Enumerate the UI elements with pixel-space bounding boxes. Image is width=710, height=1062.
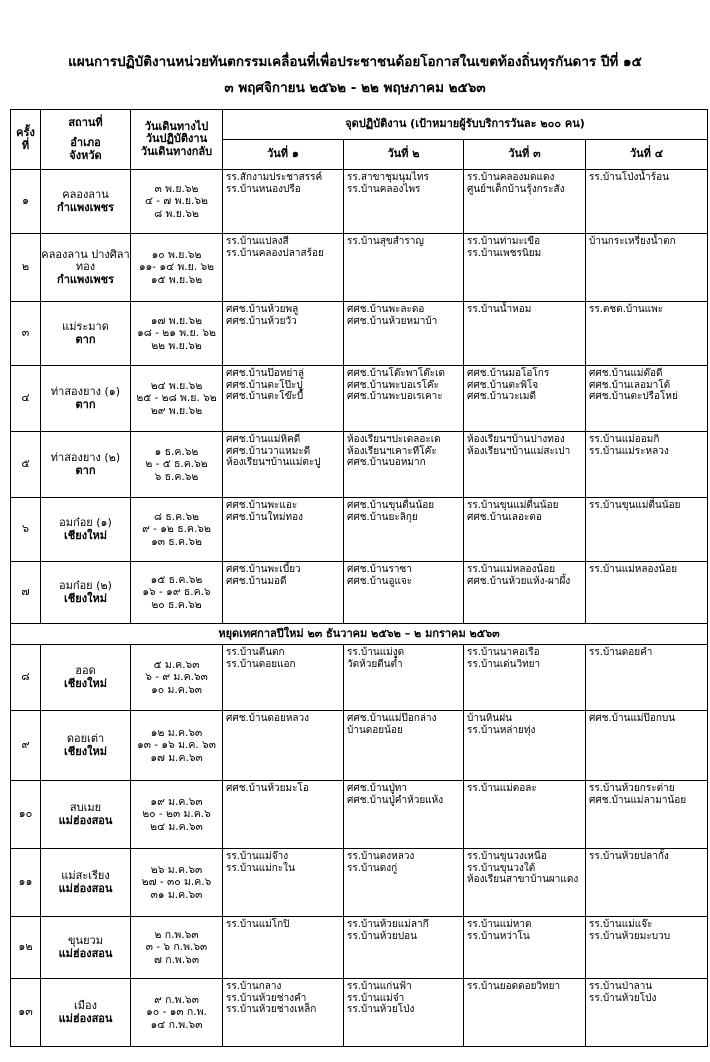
- date-line: ๕ ม.ค.๖๓: [153, 659, 200, 672]
- date-line: ๑๗ พ.ย.๖๒: [150, 315, 203, 328]
- province-name: เชียงใหม่: [64, 591, 107, 605]
- province-name: แม่ฮ่องสอน: [58, 881, 113, 895]
- site-name: ศศช.บ้านปู่คำห้วยแห้ง: [347, 794, 444, 806]
- date-line: ๘ พ.ย.๖๒: [154, 207, 199, 220]
- date-line: ๒๐ - ๒๓ ม.ค.๖: [142, 808, 211, 821]
- site-name: รร.บ้านห้วยช่างคำ: [226, 992, 307, 1004]
- site-name: ศศช.บ้านมอโอโกร: [467, 368, 550, 379]
- col-header-day2: วันที่ ๒: [344, 140, 464, 170]
- site-name: รร.บ้านแม่แจ๊ะ: [589, 919, 653, 930]
- site-name: ศศช.บ้านแม่ป๊อกบน: [589, 713, 676, 724]
- site-name: รร.บ้านดงกู่: [347, 862, 398, 874]
- date-line: ๓ พ.ย.๖๒: [154, 183, 199, 196]
- site-name: ศศช.บ้านวะเมดี: [467, 391, 536, 402]
- site-name: รร.บ้านยอดดอยวิทยา: [467, 981, 561, 992]
- cell-day2: [344, 645, 464, 711]
- site-name: รร.บ้านสุขสำราญ: [347, 236, 424, 247]
- row-dates: [131, 366, 223, 432]
- site-name: ศศช.บ้านห้วยวัว: [226, 315, 297, 327]
- site-name: รร.บ้านคลองมดแดง: [467, 172, 555, 183]
- site-name: รร.บ้านคลองปลาสร้อย: [226, 247, 324, 259]
- col-header-dates: วันเดินทางไป วันปฏิบัติงาน วันเดินทางกลับ: [131, 110, 223, 170]
- site-name: ห้องเรียนสาขาบ้านผาแดง: [467, 874, 579, 885]
- cell-day3: [464, 979, 586, 1047]
- site-name: ห้องเรียนฯปะเดลอะเด: [347, 434, 441, 445]
- row-dates: [131, 562, 223, 624]
- province-name: เชียงใหม่: [64, 676, 107, 690]
- site-name: บ้านหินฝน: [467, 713, 512, 724]
- row-place: [41, 170, 131, 234]
- date-line: ๒๒ พ.ย.๖๒: [151, 339, 202, 352]
- province-name: ตาก: [75, 332, 96, 346]
- row-place: [41, 711, 131, 781]
- cell-day3: [464, 498, 586, 562]
- site-name: รร.บ้านห้วยแม่ลากึ: [347, 919, 429, 930]
- site-name: รร.บ้านห้วยปลากั้ง: [589, 851, 669, 862]
- cell-day1: [223, 366, 344, 432]
- row-place: [41, 302, 131, 366]
- date-line: ๘ ธ.ค.๖๒: [153, 511, 200, 524]
- site-name: รร.บ้านดงหลวง: [347, 851, 415, 862]
- site-name: รร.บ้านแม่จ๊าง: [226, 851, 289, 862]
- site-name: ศศช.บ้านโต๊ะพาโต๊ะเด: [347, 368, 446, 379]
- site-name: รร.บ้านห้วยช่างเหล็ก: [226, 1004, 317, 1015]
- site-name: ศศช.บ้านตะโป๊ะปู: [226, 379, 303, 391]
- cell-day1: [223, 234, 344, 302]
- site-name: รร.บ้านโป่งน้ำร้อน: [589, 172, 669, 183]
- site-name: ศศช.บ้านตะปรือโหย่: [589, 391, 678, 402]
- site-name: ศศช.บ้านตะพิโจ: [467, 379, 539, 391]
- cell-day4: [586, 711, 708, 781]
- district-name: คลองลาน: [62, 187, 109, 201]
- col-header-place: สถานที่ อำเภอ จังหวัด: [41, 110, 131, 170]
- cell-day4: [586, 302, 708, 366]
- site-name: รร.บ้านแม่หาด: [467, 919, 532, 930]
- date-line: ๑๑- ๑๔ พ.ย. ๖๒: [138, 261, 215, 274]
- date-line: ๑๗ ม.ค.๖๓: [150, 751, 203, 764]
- site-name: ศศช.บ้านแม่ลามาน้อย: [589, 794, 687, 806]
- site-name: ศศช.บ้านยะลิกุย: [347, 511, 418, 523]
- province-name: แม่ฮ่องสอน: [58, 946, 113, 960]
- district-name: ท่าสองยาง (๒): [50, 450, 121, 464]
- cell-day4: [586, 849, 708, 917]
- district-name: แม่สะเรียง: [61, 868, 110, 882]
- district-name: อมก๋อย (๒): [59, 578, 112, 592]
- cell-day2: [344, 917, 464, 979]
- site-name: รร.บ้านป่าลาน: [589, 981, 653, 992]
- district-name: คลองลาน ปางศิลาทอง: [41, 247, 130, 274]
- site-name: วัดห้วยตีนต๋ำ: [347, 658, 403, 670]
- cell-day2: [344, 562, 464, 624]
- site-name: ศศช.บ้านขุนตื่นน้อย: [347, 500, 435, 511]
- site-name: ศศช.บ้านห้วยแห้ง-ผาผึ้ง: [467, 575, 571, 587]
- date-line: ๙ - ๑๒ ธ.ค.๖๒: [142, 523, 211, 536]
- row-dates: [131, 849, 223, 917]
- schedule-table: [10, 109, 708, 1047]
- site-name: รร.บ้านห้วยกระต่าย: [589, 783, 675, 794]
- cell-day3: [464, 711, 586, 781]
- site-name: ศศช.บ้านวาแหมะดี: [226, 445, 311, 457]
- cell-day4: [586, 781, 708, 849]
- site-name: รร.บ้านแม่กะใน: [226, 862, 295, 874]
- site-name: ศศช.บ้านราซา: [347, 564, 412, 575]
- cell-day1: [223, 498, 344, 562]
- table-row: [11, 432, 708, 498]
- date-line: ๒๗ - ๓๐ ม.ค.๖: [141, 876, 212, 889]
- row-number: ๒: [11, 234, 41, 302]
- cell-day1: [223, 917, 344, 979]
- cell-day1: [223, 711, 344, 781]
- cell-day2: [344, 849, 464, 917]
- date-line: ๒๖ ม.ค.๖๓: [150, 864, 203, 877]
- col-header-day4: วันที่ ๔: [586, 140, 708, 170]
- site-name: รร.บ้านขุนแม่ตื่นน้อย: [467, 500, 559, 511]
- cell-day3: [464, 432, 586, 498]
- date-line: ๓๑ ม.ค.๖๓: [150, 888, 203, 901]
- row-number: ๑๒: [11, 917, 41, 979]
- site-name: ศูนย์ฯเด็กบ้านรุ้งกระสัง: [467, 183, 565, 195]
- district-name: ขุนยวม: [68, 933, 103, 947]
- site-name: รร.บ้านห้วยโป่ง: [347, 1004, 415, 1015]
- cell-day4: [586, 170, 708, 234]
- site-name: ศศช.บ้านพะแอะ: [226, 500, 298, 511]
- date-line: ๒๔ ม.ค.๖๓: [150, 820, 203, 833]
- site-name: รร.บ้านแม่จ๋า: [347, 992, 405, 1004]
- date-line: ๑๕ ธ.ค.๖๒: [150, 574, 203, 587]
- cell-day2: [344, 234, 464, 302]
- province-name: กำแพงเพชร: [57, 272, 114, 286]
- site-name: รร.บ้านดอยแอก: [226, 658, 296, 670]
- row-place: [41, 917, 131, 979]
- date-line: ๑๓ - ๑๖ ม.ค. ๖๓: [137, 739, 216, 752]
- site-name: รร.บ้านหนองปรือ: [226, 183, 301, 195]
- cell-day4: [586, 432, 708, 498]
- site-name: รร.บ้านคลองไพร: [347, 183, 421, 195]
- site-name: รร.บ้านน้ำหอม: [467, 304, 532, 315]
- table-row: [11, 170, 708, 234]
- site-name: รร.สักงามประชาสรรค์: [226, 172, 323, 183]
- row-dates: [131, 498, 223, 562]
- col-header-points: จุดปฏิบัติงาน (เป้าหมายผู้รับบริการวันละ ๒๐๐ คน): [223, 110, 708, 140]
- document-title: แผนการปฏิบัติงานหน่วยทันตกรรมเคลื่อนที่เพื่อประชาชนด้อยโอกาสในเขตท้องถิ่นทุรกันดาร ปีที่ ๑๕: [68, 54, 642, 70]
- row-dates: [131, 917, 223, 979]
- site-name: รร.บ้านแม่โกปิ: [226, 919, 290, 930]
- row-place: [41, 979, 131, 1047]
- date-line: ๑๖ - ๑๙ ธ.ค.๖: [142, 586, 211, 599]
- cell-day4: [586, 562, 708, 624]
- cell-day2: [344, 979, 464, 1047]
- cell-day1: [223, 979, 344, 1047]
- table-row: [11, 781, 708, 849]
- site-name: ศศช.บ้านเลอมาโต้: [589, 379, 671, 391]
- table-row: [11, 562, 708, 624]
- site-name: รร.บ้านขุนวงเหนือ: [467, 851, 547, 862]
- date-line: ๖ ธ.ค.๖๒: [154, 470, 199, 483]
- row-dates: [131, 645, 223, 711]
- date-line: ๑๙ ม.ค.๖๓: [150, 796, 203, 809]
- table-row: [11, 849, 708, 917]
- row-dates: [131, 432, 223, 498]
- site-name: ศศช.บ้านใหม่ทอง: [226, 511, 304, 523]
- site-name: ศศช.บ้านแม่ต๊อดี: [589, 368, 663, 379]
- site-name: ศศช.บ้านแม่หิคดี: [226, 434, 301, 445]
- date-line: ๑๐ ม.ค.๖๓: [151, 683, 202, 696]
- date-line: ๑๕ พ.ย.๖๒: [150, 273, 203, 286]
- row-number: ๑๐: [11, 781, 41, 849]
- row-place: [41, 849, 131, 917]
- cell-day3: [464, 645, 586, 711]
- district-name: สบเมย: [69, 800, 102, 814]
- cell-day1: [223, 849, 344, 917]
- row-number: ๖: [11, 498, 41, 562]
- site-name: รร.บ้านแม่ออมกิ: [589, 434, 660, 445]
- site-name: ศศช.บ้านบอหมาก: [347, 457, 426, 468]
- date-line: ๑ ธ.ค.๖๒: [154, 446, 199, 459]
- row-dates: [131, 302, 223, 366]
- cell-day3: [464, 302, 586, 366]
- cell-day3: [464, 562, 586, 624]
- site-name: ศศช.บ้านพะบอเรโค๊ะ: [347, 379, 439, 391]
- date-line: ๗ ก.พ.๖๓: [153, 953, 200, 966]
- site-name: ศศช.บ้านห้วยพลู: [226, 304, 299, 315]
- date-line: ๒๐ ธ.ค.๖๒: [151, 598, 202, 611]
- site-name: รร.บ้านดอยคำ: [589, 647, 653, 658]
- site-name: รร.บ้านแม่ระหลวง: [589, 445, 669, 457]
- row-place: [41, 781, 131, 849]
- date-line: ๑๘ - ๒๑ พ.ย. ๖๒: [137, 327, 216, 340]
- row-dates: [131, 979, 223, 1047]
- cell-day2: [344, 302, 464, 366]
- cell-day3: [464, 234, 586, 302]
- cell-day2: [344, 498, 464, 562]
- province-name: เชียงใหม่: [64, 744, 107, 758]
- site-name: ศศช.บ้านพะบอเรเคาะ: [347, 391, 443, 402]
- row-place: [41, 432, 131, 498]
- site-name: ศศช.บ้านพะละดอ: [347, 304, 425, 315]
- cell-day1: [223, 432, 344, 498]
- site-name: รร.บ้านห้วยปอน: [347, 930, 417, 942]
- site-name: ศศช.บ้านดอยหลวง: [226, 713, 310, 724]
- row-number: ๑๑: [11, 849, 41, 917]
- date-line: ๓ - ๖ ก.พ.๖๓: [145, 941, 208, 954]
- cell-day4: [586, 979, 708, 1047]
- cell-day3: [464, 366, 586, 432]
- site-name: รร.บ้านแม่หลองน้อย: [467, 564, 556, 575]
- district-name: ฮอด: [75, 663, 96, 677]
- cell-day4: [586, 234, 708, 302]
- row-place: [41, 562, 131, 624]
- district-name: อมก๋อย (๑): [59, 515, 112, 529]
- document-date-range: ๓ พฤศจิกายน ๒๕๖๒ - ๒๒ พฤษภาคม ๒๕๖๓: [224, 80, 486, 96]
- row-place: [41, 498, 131, 562]
- district-name: แม่ระมาด: [62, 319, 109, 333]
- district-name: เมือง: [74, 998, 97, 1012]
- table-row: [11, 302, 708, 366]
- district-name: ดอยเต่า: [66, 731, 105, 745]
- site-name: ห้องเรียนฯบ้านปางทอง: [467, 434, 565, 445]
- cell-day4: [586, 498, 708, 562]
- site-name: รร.บ้านหว่าโน: [467, 930, 530, 942]
- col-header-day1: วันที่ ๑: [223, 140, 344, 170]
- cell-day4: [586, 917, 708, 979]
- date-line: ๙ ก.พ.๖๓: [154, 994, 199, 1007]
- row-number: ๘: [11, 645, 41, 711]
- site-name: รร.บ้านนาคอเรือ: [467, 647, 540, 658]
- table-row: [11, 234, 708, 302]
- cell-day3: [464, 917, 586, 979]
- site-name: ห้องเรียนฯบ้านแม่สะเปา: [467, 445, 571, 457]
- row-dates: [131, 234, 223, 302]
- date-line: ๑๓ ธ.ค.๖๒: [151, 535, 202, 548]
- col-header-no: ครั้ง ที่: [11, 110, 41, 170]
- row-number: ๑: [11, 170, 41, 234]
- date-line: ๔ - ๗ พ.ย.๖๒: [145, 195, 208, 208]
- date-line: ๒๕ - ๒๘ พ.ย. ๖๒: [136, 392, 217, 405]
- row-number: ๔: [11, 366, 41, 432]
- date-line: ๒ - ๕ ธ.ค.๖๒: [145, 458, 208, 471]
- site-name: รร.บ้านขุนวงใต้: [467, 862, 536, 874]
- province-name: เชียงใหม่: [64, 528, 107, 542]
- site-name: รร.บ้านห้วยมะบวบ: [589, 930, 671, 942]
- site-name: รร.บ้านขุนแม่ตื่นน้อย: [589, 500, 681, 511]
- site-name: รร.ตชด.บ้านแพะ: [589, 304, 664, 315]
- site-name: รร.บ้านกลาง: [226, 981, 282, 992]
- row-number: ๗: [11, 562, 41, 624]
- cell-day4: [586, 645, 708, 711]
- site-name: รร.บ้านแปลงสี: [226, 236, 289, 247]
- site-name: รร.สาขาชุมนุมไทร: [347, 172, 429, 183]
- cell-day2: [344, 366, 464, 432]
- cell-day3: [464, 170, 586, 234]
- site-name: ศศช.บ้านมอดี: [226, 575, 287, 587]
- cell-day1: [223, 170, 344, 234]
- site-name: ศศช.บ้านแม่ป๊อกล่าง: [347, 713, 437, 724]
- site-name: ศศช.บ้านเลอะตอ: [467, 511, 542, 523]
- row-place: [41, 645, 131, 711]
- cell-day1: [223, 645, 344, 711]
- table-row: [11, 711, 708, 781]
- site-name: รร.บ้านแม่งูด: [347, 647, 405, 658]
- site-name: ศศช.บ้านห้วยหมาบ้า: [347, 315, 438, 327]
- date-line: ๑๔ ก.พ.๖๓: [150, 1018, 203, 1031]
- site-name: รร.บ้านเด่นวิทยา: [467, 658, 541, 670]
- cell-day1: [223, 562, 344, 624]
- site-name: ศศช.บ้านปู่ทา: [347, 783, 408, 794]
- row-dates: [131, 781, 223, 849]
- cell-day1: [223, 302, 344, 366]
- row-number: ๑๓: [11, 979, 41, 1047]
- row-dates: [131, 170, 223, 234]
- site-name: รร.บ้านตีนตก: [226, 647, 285, 658]
- table-row: [11, 645, 708, 711]
- province-name: กำแพงเพชร: [57, 200, 114, 214]
- row-place: [41, 234, 131, 302]
- site-name: บ้านดอยน้อย: [347, 724, 403, 736]
- date-line: ๑๒ ม.ค.๖๓: [150, 727, 203, 740]
- row-number: ๕: [11, 432, 41, 498]
- row-place: [41, 366, 131, 432]
- cell-day2: [344, 432, 464, 498]
- province-name: แม่ฮ่องสอน: [58, 813, 113, 827]
- cell-day3: [464, 781, 586, 849]
- site-name: ศศช.บ้านป๊อหย่าลู่: [226, 368, 305, 379]
- date-line: ๑๐ - ๑๓ ก.พ.: [146, 1006, 207, 1019]
- table-row: [11, 979, 708, 1047]
- row-dates: [131, 711, 223, 781]
- site-name: รร.บ้านห้วยโป่ง: [589, 992, 657, 1004]
- site-name: รร.บ้านแม่ตอละ: [467, 783, 537, 794]
- province-name: แม่ฮ่องสอน: [58, 1011, 113, 1025]
- table-row: [11, 366, 708, 432]
- date-line: ๒๙ พ.ย.๖๒: [150, 404, 203, 417]
- district-name: ท่าสองยาง (๑): [50, 384, 121, 398]
- site-name: ศศช.บ้านห้วยมะโอ: [226, 783, 309, 794]
- province-name: ตาก: [75, 397, 96, 411]
- site-name: รร.บ้านเพชรนิยม: [467, 247, 542, 259]
- cell-day2: [344, 711, 464, 781]
- site-name: บ้านกระเหรี่ยงน้ำตก: [589, 236, 676, 247]
- cell-day1: [223, 781, 344, 849]
- date-line: ๒๔ พ.ย.๖๒: [150, 380, 203, 393]
- site-name: ห้องเรียนฯเคาะทีโค๊ะ: [347, 445, 437, 457]
- site-name: ศศช.บ้านอูแจะ: [347, 575, 413, 587]
- table-row: [11, 917, 708, 979]
- date-line: ๒ ก.พ.๖๓: [154, 929, 199, 942]
- cell-day2: [344, 170, 464, 234]
- site-name: รร.บ้านท่ามะเขือ: [467, 236, 541, 247]
- cell-day3: [464, 849, 586, 917]
- row-number: ๙: [11, 711, 41, 781]
- site-name: ศศช.บ้านพะเบี้ยว: [226, 564, 301, 575]
- site-name: ศศช.บ้านตะโข๊ะบี้: [226, 391, 304, 402]
- table-row: [11, 498, 708, 562]
- row-number: ๓: [11, 302, 41, 366]
- province-name: ตาก: [75, 463, 96, 477]
- site-name: รร.บ้านแก่นฟ้า: [347, 981, 412, 992]
- site-name: รร.บ้านหล่ายทุ่ง: [467, 724, 536, 736]
- date-line: ๑๐ พ.ย.๖๒: [151, 249, 202, 262]
- holiday-row: หยุดเทศกาลปีใหม่ ๒๓ ธันวาคม ๒๕๖๒ – ๒ มกราคม ๒๕๖๓: [11, 624, 708, 645]
- site-name: รร.บ้านแม่หลองน้อย: [589, 564, 678, 575]
- cell-day4: [586, 366, 708, 432]
- date-line: ๖ - ๙ ม.ค.๖๓: [145, 671, 208, 684]
- site-name: ห้องเรียนฯบ้านแม่ตะปู: [226, 457, 321, 468]
- cell-day2: [344, 781, 464, 849]
- col-header-day3: วันที่ ๓: [464, 140, 586, 170]
